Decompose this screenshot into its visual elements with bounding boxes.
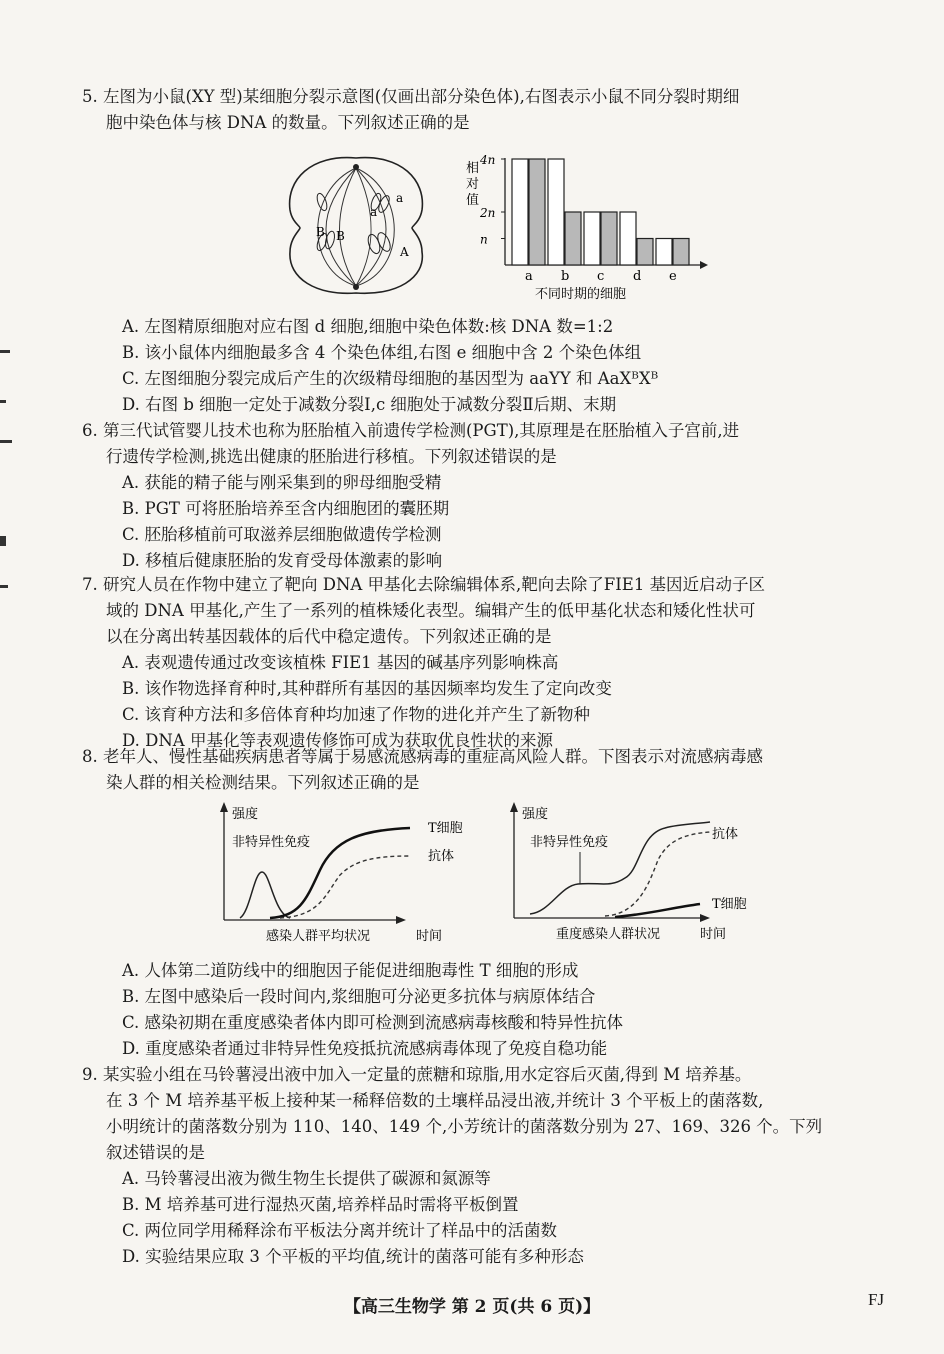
question-8 — [82, 744, 888, 796]
q9-option-d: D. 实验结果应取 3 个平板的平均值,统计的菌落可能有多种形态 — [122, 1247, 584, 1266]
bar-chart-bar — [620, 212, 636, 265]
question-8-options — [82, 958, 888, 1062]
question-6-stem-cont: 行遗传学检测,挑选出健康的胚胎进行移植。下列叙述错误的是 — [106, 447, 557, 466]
bar-chart-ytick-label: 2n — [480, 206, 496, 220]
bar-chart-bar — [584, 212, 600, 265]
question-7-stem-cont2: 以在分离出转基因载体的后代中稳定遗传。下列叙述正确的是 — [106, 627, 552, 646]
bar-chart-category-label: a — [525, 269, 533, 284]
binding-mark — [0, 536, 6, 546]
page-footer-code: FJ — [868, 1290, 885, 1309]
immune-graph-left — [210, 800, 480, 950]
q9-option-b: B. M 培养基可进行湿热灭菌,培养样品时需将平板倒置 — [122, 1195, 519, 1214]
question-5-options — [82, 314, 888, 418]
q5-option-d: D. 右图 b 细胞一定处于减数分裂Ⅰ,c 细胞处于减数分裂Ⅱ后期、末期 — [122, 395, 617, 414]
question-9-stem-cont3: 叙述错误的是 — [106, 1143, 205, 1162]
allele-label-B2: B — [336, 229, 345, 243]
page-footer-title: 【高三生物学 第 2 页(共 6 页)】 — [343, 1297, 601, 1317]
binding-mark — [0, 350, 10, 353]
q7-option-c: C. 该育种方法和多倍体育种均加速了作物的进化并产生了新物种 — [122, 705, 591, 724]
bar-chart-xlabel: 不同时期的细胞 — [535, 287, 627, 302]
left-graph-ylabel: 强度 — [232, 807, 259, 822]
q6-option-a: A. 获能的精子能与刚采集到的卵母细胞受精 — [122, 473, 442, 492]
right-graph-antibody-label: 抗体 — [712, 827, 739, 842]
question-6 — [82, 418, 888, 574]
bar-chart-category-label: e — [669, 269, 677, 284]
right-graph-xlabel: 时间 — [700, 927, 727, 942]
allele-label-B1: B — [316, 225, 325, 239]
immune-graph-right — [500, 800, 770, 950]
bar-chart-category-label: b — [561, 269, 570, 284]
q5-option-c: C. 左图细胞分裂完成后产生的次级精母细胞的基因型为 aaYY 和 AaXᴮXᴮ — [122, 369, 659, 388]
chromosome-dna-bar-chart — [460, 150, 710, 305]
left-graph-xlabel: 时间 — [416, 929, 443, 944]
bar-chart-bar — [512, 159, 528, 265]
allele-label-a2: a — [396, 191, 404, 205]
question-7 — [82, 572, 888, 754]
question-8-stem: 8. 老年人、慢性基础疾病患者等属于易感流感病毒的重症高风险人群。下图表示对流感病毒感 — [82, 747, 763, 766]
q6-option-b: B. PGT 可将胚胎培养至含内细胞团的囊胚期 — [122, 499, 450, 518]
question-9 — [82, 1062, 888, 1270]
binding-mark — [0, 400, 6, 403]
binding-mark — [0, 440, 12, 443]
bar-chart-bar — [565, 212, 581, 265]
q8-option-b: B. 左图中感染后一段时间内,浆细胞可分泌更多抗体与病原体结合 — [122, 987, 596, 1006]
q8-option-c: C. 感染初期在重度感染者体内即可检测到流感病毒核酸和特异性抗体 — [122, 1013, 624, 1032]
q8-option-a: A. 人体第二道防线中的细胞因子能促进细胞毒性 T 细胞的形成 — [122, 961, 579, 980]
q7-option-b: B. 该作物选择育种时,其种群所有基因的基因频率均发生了定向改变 — [122, 679, 612, 698]
q5-option-a: A. 左图精原细胞对应右图 d 细胞,细胞中染色体数:核 DNA 数=1:2 — [122, 317, 614, 336]
q8-option-d: D. 重度感染者通过非特异性免疫抵抗流感病毒体现了免疫自稳功能 — [122, 1039, 608, 1058]
right-graph-ylabel: 强度 — [522, 807, 549, 822]
question-8-stem-cont: 染人群的相关检测结果。下列叙述正确的是 — [106, 773, 420, 792]
question-6-stem: 6. 第三代试管婴儿技术也称为胚胎植入前遗传学检测(PGT),其原理是在胚胎植入子宫前,进 — [82, 421, 740, 440]
bar-chart-bar — [656, 239, 672, 266]
q6-option-d: D. 移植后健康胚胎的发育受母体激素的影响 — [122, 551, 443, 570]
bar-chart-ytick-label: 4n — [480, 153, 496, 167]
question-9-stem: 9. 某实验小组在马铃薯浸出液中加入一定量的蔗糖和琼脂,用水定容后灭菌,得到 M 培养基。 — [82, 1065, 752, 1084]
question-7-stem: 7. 研究人员在作物中建立了靶向 DNA 甲基化去除编辑体系,靶向去除了FIE1 基因近启动子区 — [82, 575, 766, 594]
question-7-stem-cont: 域的 DNA 甲基化,产生了一系列的植株矮化表型。编辑产生的低甲基化状态和矮化性状可 — [106, 601, 756, 620]
cell-division-diagram — [276, 150, 436, 300]
q7-option-d: D. DNA 甲基化等表观遗传修饰可成为获取优良性状的来源 — [122, 731, 553, 750]
question-5-stem: 5. 左图为小鼠(XY 型)某细胞分裂示意图(仅画出部分染色体),右图表示小鼠不同分裂时期细 — [82, 87, 740, 106]
bar-chart-category-label: d — [633, 269, 642, 284]
right-graph-tcell-label: T细胞 — [712, 897, 747, 912]
left-graph-nonspecific-label: 非特异性免疫 — [232, 835, 311, 850]
bar-chart-bar — [548, 159, 564, 265]
left-graph-tcell-label: T细胞 — [428, 821, 463, 836]
binding-mark — [0, 585, 8, 588]
bar-chart-ytick-label: n — [480, 232, 488, 247]
left-graph-caption: 感染人群平均状况 — [266, 929, 371, 944]
q9-option-a: A. 马铃薯浸出液为微生物生长提供了碳源和氮源等 — [122, 1169, 491, 1188]
question-9-stem-cont: 在 3 个 M 培养基平板上接种某一稀释倍数的土壤样品浸出液,并统计 3 个平板上的菌落数, — [106, 1091, 764, 1110]
question-5-stem-cont: 胞中染色体与核 DNA 的数量。下列叙述正确的是 — [106, 113, 470, 132]
q7-option-a: A. 表观遗传通过改变该植株 FIE1 基因的碱基序列影响株高 — [122, 653, 559, 672]
allele-label-a1: a — [370, 205, 378, 219]
bar-chart-bar — [529, 159, 545, 265]
question-9-stem-cont2: 小明统计的菌落数分别为 110、140、149 个,小芳统计的菌落数分别为 27、169、326 个。下列 — [106, 1117, 823, 1136]
bar-chart-ylabel-2: 对 — [466, 177, 480, 192]
q9-option-c: C. 两位同学用稀释涂布平板法分离并统计了样品中的活菌数 — [122, 1221, 558, 1240]
bar-chart-bar — [637, 239, 653, 266]
bar-chart-bar — [673, 239, 689, 266]
left-graph-antibody-label: 抗体 — [428, 849, 455, 864]
bar-chart-category-label: c — [597, 269, 605, 284]
right-graph-nonspecific-label: 非特异性免疫 — [530, 835, 609, 850]
q6-option-c: C. 胚胎移植前可取滋养层细胞做遗传学检测 — [122, 525, 442, 544]
question-5 — [82, 84, 888, 136]
right-graph-caption: 重度感染人群状况 — [556, 927, 661, 942]
bar-chart-ylabel-3: 值 — [466, 193, 480, 208]
q5-option-b: B. 该小鼠体内细胞最多含 4 个染色体组,右图 e 细胞中含 2 个染色体组 — [122, 343, 642, 362]
bar-chart-bar — [601, 212, 617, 265]
bar-chart-ylabel-1: 相 — [466, 161, 480, 176]
allele-label-A: A — [400, 245, 409, 259]
